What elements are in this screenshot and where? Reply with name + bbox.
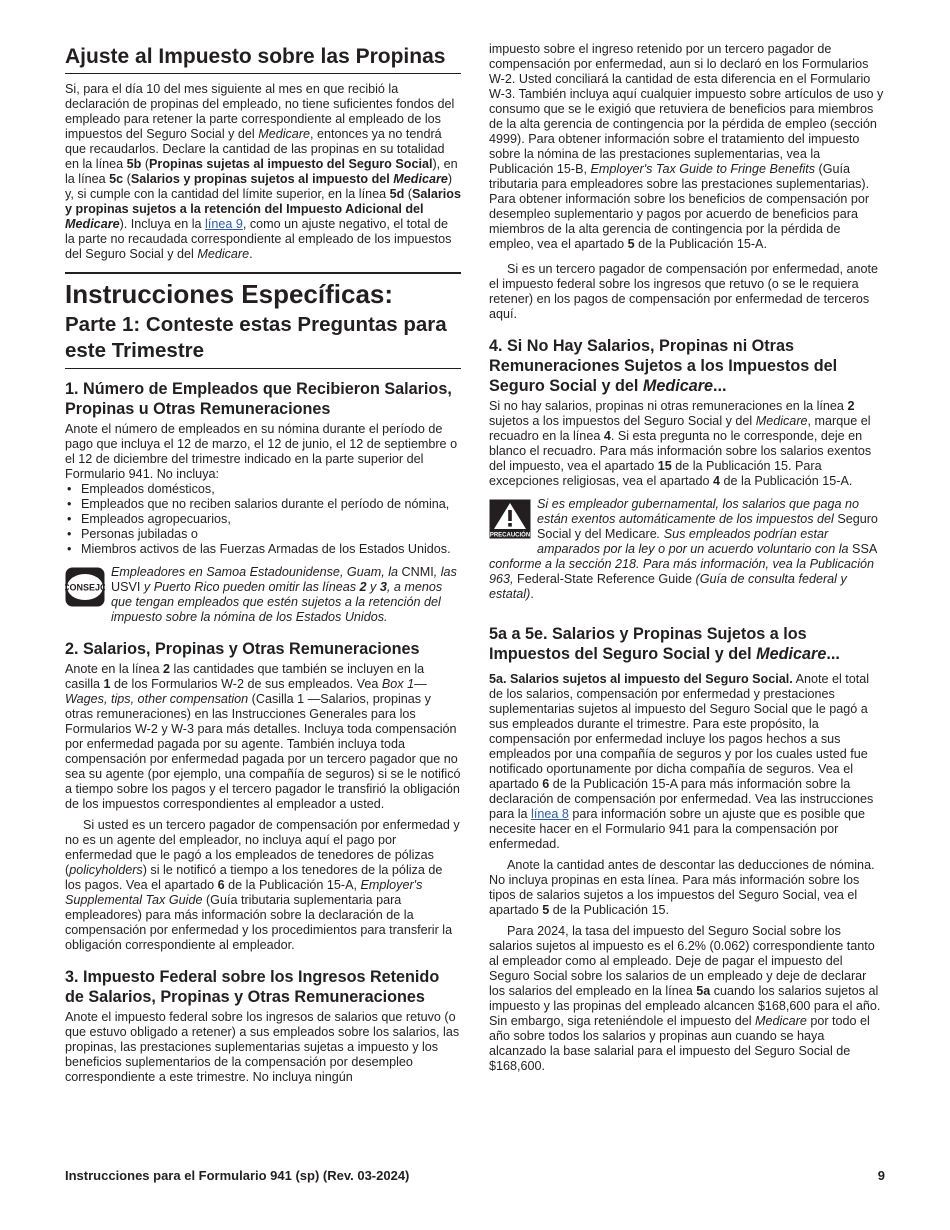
text-run: 6: [542, 777, 550, 791]
section-5a-paragraph-1: 5a. Salarios sujetos al impuesto del Seguro Social. Anote el total de los salarios, compensación por enfermedad y prestaciones suplementarias sujetos al impuesto del Seguro Social que le pagó a sus empleados durante el trimestre. Para este propósito, la compensación por enfermedad incluye los pagos hechos a sus empleados por una compañía de seguros y por los cuales usted fue notificado oportunamente por dicha compañía de seguros. Vea el apartado 6 de la Publicación 15-A para más información sobre la declaración de compensación por enfermedad. Vea las instrucciones para la línea 8 para información sobre un ajuste que es posible que necesite hacer en el Formulario 941 para la compensación por enfermedad.: [489, 672, 874, 851]
text-run: policyholders: [69, 863, 143, 877]
left-column: [65, 40, 461, 1085]
text-run: Medicare: [642, 377, 714, 395]
text-run: Medicare: [756, 645, 827, 663]
list-item: • Empleados agropecuarios,: [65, 512, 461, 527]
text-run: 5a: [696, 984, 711, 998]
consejo-note: [65, 565, 461, 625]
text-run: Box 1—Wages, tips, other compensation: [65, 677, 427, 706]
text-run: 5: [542, 903, 550, 917]
section-5a-paragraph-3: Para 2024, la tasa del impuesto del Seguro Social sobre los salarios sujetos al impuesto es el 6.2% (0.062) correspondiente tanto al empleador como al empleado. Deje de pagar el impuesto del Seguro Social sobre los salarios de un empleado y deje de declarar los salarios del empleado en la línea 5a cuando los salarios sujetos al impuesto y las propinas del empleado alcancen $168,600 para el año. Sin embargo, siga reteniéndole el impuesto del Medicare por todo el año sobre todos los salarios y propinas aun cuando se haya alcanzado la base salarial para el impuesto del Seguro Social de $168,600.: [489, 924, 881, 1073]
section-1-intro: Anote el número de empleados en su nómina durante el período de pago que incluya el 12 de marzo, el 12 de junio, el 12 de septiembre o el 12 de diciembre del trimestre indicado en la parte superior del Formulario 941. No incluya:: [65, 422, 458, 481]
section-3-heading: 3. Impuesto Federal sobre los Ingresos Retenido de Salarios, Propinas y Otras Remuneraciones: [65, 968, 440, 1006]
consejo-label: CONSEJO: [65, 582, 105, 593]
text-run: Medicare: [258, 127, 311, 141]
precaucion-text: Si es empleador gubernamental, los salarios que paga no están exentos automáticamente de los impuestos del Seguro Social y del Medicare. Sus empleados podrían estar amparados por la ley o por un acuerdo voluntario con la SSA conforme a la sección 218. Para más información, vea la Publicación 963, Federal-State Reference Guide (Guía de consulta federal y estatal).: [489, 497, 878, 601]
page-number: 9: [877, 1168, 885, 1183]
tip-adjustment-heading: Ajuste al Impuesto sobre las Propinas: [65, 44, 461, 74]
section-2-heading: 2. Salarios, Propinas y Otras Remuneraciones: [65, 640, 420, 658]
text-run: Medicare: [65, 217, 120, 231]
text-run: Employer's Tax Guide to Fringe Benefits: [590, 162, 816, 176]
text-run: USVI: [111, 580, 141, 594]
text-run: Medicare: [755, 1014, 807, 1028]
text-run: 5a. Salarios sujetos al impuesto del Seguro Social.: [489, 672, 793, 686]
text-run: Seguro Social y del: [537, 512, 878, 541]
precaucion-label: PRECAUCIÓN: [489, 532, 531, 539]
section-5a-paragraph-2: Anote la cantidad antes de descontar las deducciones de nómina. No incluya propinas en esta línea. Para más información sobre los tipos de salarios sujetos a los impuestos del Seguro Social, vea el apartado 5 de la Publicación 15.: [489, 858, 875, 917]
section-2-paragraph-2: Si usted es un tercero pagador de compensación por enfermedad y no es un agente del empleador, no incluya aquí el pago por enfermedad que le pagó a los empleados de tenedores de pólizas (policyholders) si le notificó a tiempo a los tenedores de la póliza de los pagos. Vea el apartado 6 de la Publicación 15-A, Employer's Supplemental Tax Guide (Guía tributaria suplementaria para empleadores) para más información sobre la declaración de la compensación por enfermedad y los procedimientos para transferir la obligación correspondiente al empleador.: [65, 818, 460, 952]
text-run: Medicare: [755, 414, 808, 428]
text-run: 6: [217, 878, 225, 892]
text-run: .: [530, 587, 534, 601]
caution-icon: [489, 499, 531, 543]
text-run: 4: [603, 429, 611, 443]
text-run: 4: [713, 474, 721, 488]
text-run: 2: [847, 399, 855, 413]
section-2-paragraph-1: Anote en la línea 2 las cantidades que también se incluyen en la casilla 1 de los Formularios W-2 de sus empleados. Vea Box 1—Wages, tips, other compensation (Casilla 1 —Salarios, propinas y otras remuneraciones) en las Instrucciones Generales para los Formularios W-2 y W-3 para más detalles. Incluya toda compensación por enfermedad pagada por su agente. También incluya toda compensación por enfermedad pagada por un tercero pagador que no sea su agente (por ejemplo, una compañía de seguros) si se le notificó a tiempo sobre los pagos y el tercero pagador le transfirió la obligación de los impuestos correspondientes al empleador a usted.: [65, 662, 461, 811]
exclusion-list: [65, 482, 461, 557]
specific-instructions-header: [65, 272, 461, 369]
text-run: 5c: [109, 172, 124, 186]
text-run: 5d: [389, 187, 405, 201]
text-run: 1: [103, 677, 111, 691]
text-run: Propinas sujetas al impuesto del Seguro Social: [149, 157, 433, 171]
list-item: • Empleados que no reciben salarios durante el período de nómina,: [65, 497, 461, 512]
main-title: Instrucciones Específicas:: [65, 279, 394, 309]
consejo-text: Empleadores en Samoa Estadounidense, Guam, la CNMI, las USVI y Puerto Rico pueden omitir las líneas 2 y 3, a menos que tengan empleados que estén sujetos a la retención del impuesto sobre la nómina de los Estados Unidos.: [111, 565, 457, 624]
section-4-paragraph: Si no hay salarios, propinas ni otras remuneraciones en la línea 2 sujetos a los impuestos del Seguro Social y del Medicare, marque el recuadro en la línea 4. Si esta pregunta no le corresponde, deje en blanco el recuadro. Para más información sobre los salarios exentos del impuesto, vea el apartado 15 de la Publicación 15. Para excepciones religiosas, vea el apartado 4 de la Publicación 15-A.: [489, 399, 872, 488]
section-4-heading: 4. Si No Hay Salarios, Propinas ni Otras Remuneraciones Sujetos a los Impuestos del Seguro Social y del Medicare...: [489, 337, 838, 395]
text-run: 2: [359, 580, 367, 594]
text-run: Salarios y propinas sujetos al impuesto del: [130, 172, 394, 186]
text-run: 3: [379, 580, 387, 594]
footer-doc-title: Instrucciones para el Formulario 941 (sp) (Rev. 03-2024): [65, 1168, 410, 1183]
list-item: • Empleados domésticos,: [65, 482, 461, 497]
cross-reference-link[interactable]: línea 9: [205, 217, 243, 231]
list-item: • Miembros activos de las Fuerzas Armadas de los Estados Unidos.: [65, 542, 461, 557]
text-run: Medicare: [604, 527, 657, 541]
text-run: 2: [163, 662, 171, 676]
list-item: • Personas jubiladas o: [65, 527, 461, 542]
text-run: Medicare: [197, 247, 250, 261]
text-run: 15: [657, 459, 672, 473]
section-3-paragraph-2: Si es un tercero pagador de compensación por enfermedad, anote el impuesto federal sobre los ingresos que retuvo (o se le requiera retener) en los pagos de compensación por enfermedad de terceros aquí.: [489, 262, 879, 321]
text-run: 5: [627, 237, 635, 251]
text-run: CNMI: [401, 565, 434, 579]
text-run: 5b: [126, 157, 142, 171]
text-run: Salarios y propinas sujetos a la retención del Impuesto Adicional del: [65, 187, 461, 216]
consejo-icon: [65, 567, 105, 611]
text-run: SSA: [852, 542, 878, 556]
text-run: Medicare: [393, 172, 448, 186]
text-run: Employer's Supplemental Tax Guide: [65, 878, 423, 907]
section-1-heading: 1. Número de Empleados que Recibieron Salarios, Propinas u Otras Remuneraciones: [65, 380, 452, 418]
cross-reference-link[interactable]: línea 8: [531, 807, 569, 821]
part-title: Parte 1: Conteste estas Preguntas para este Trimestre: [65, 312, 461, 369]
precaucion-note: [489, 497, 885, 602]
text-run: Federal-State Reference Guide: [517, 572, 693, 586]
section-3-continuation: impuesto sobre el ingreso retenido por un tercero pagador de compensación por enfermedad, aun si lo declaró en los Formularios W-2. Usted conciliará la cantidad de esta diferencia en el Formulario W-3. También incluya aquí cualquier impuesto sobre artículos de uso y consumo que se le exigió que retuviera de beneficios para miembros de la alta gerencia de contingencia por la pérdida de empleo (sección 4999). Para obtener información sobre el tratamiento del impuesto sobre la nómina de las prestaciones suplementarias, vea la Publicación 15-B, Employer's Tax Guide to Fringe Benefits (Guía tributaria para empleadores sobre las prestaciones suplementarias). Para obtener información sobre los beneficios de compensación por desempleo suplementario y pagos por acuerdo de beneficios para miembros de la alta gerencia de contingencia por la pérdida de empleo, vea el apartado 5 de la Publicación 15-A.: [489, 42, 884, 251]
section-5-heading: 5a a 5e. Salarios y Propinas Sujetos a los Impuestos del Seguro Social y del Medicare...: [489, 625, 840, 663]
section-3-paragraph-1: Anote el impuesto federal sobre los ingresos de salarios que retuvo (o que estuvo obligado a retener) a sus empleados sobre los salarios, las propinas, las prestaciones suplementarias sujetas a impuesto y los beneficios suplementarios de la compensación por desempleo correspondiente a este trimestre. No incluya ningún: [65, 1010, 460, 1084]
right-column: [489, 42, 885, 1074]
tip-adjustment-paragraph: Si, para el día 10 del mes siguiente al mes en que recibió la declaración de propinas del empleado, no tiene suficientes fondos del empleado para retener la parte correspondiente al empleado de los impuestos del Seguro Social y del Medicare, entonces ya no tendrá que recaudarlos. Declare la cantidad de las propinas en su totalidad en la línea 5b (Propinas sujetas al impuesto del Seguro Social), en la línea 5c (Salarios y propinas sujetos al impuesto del Medicare) y, si cumple con la cantidad del límite superior, en la línea 5d (Salarios y propinas sujetos a la retención del Impuesto Adicional del Medicare). Incluya en la línea 9, como un ajuste negativo, el total de la parte no recaudada correspondiente al empleado de los impuestos del Seguro Social y del Medicare.: [65, 82, 461, 261]
